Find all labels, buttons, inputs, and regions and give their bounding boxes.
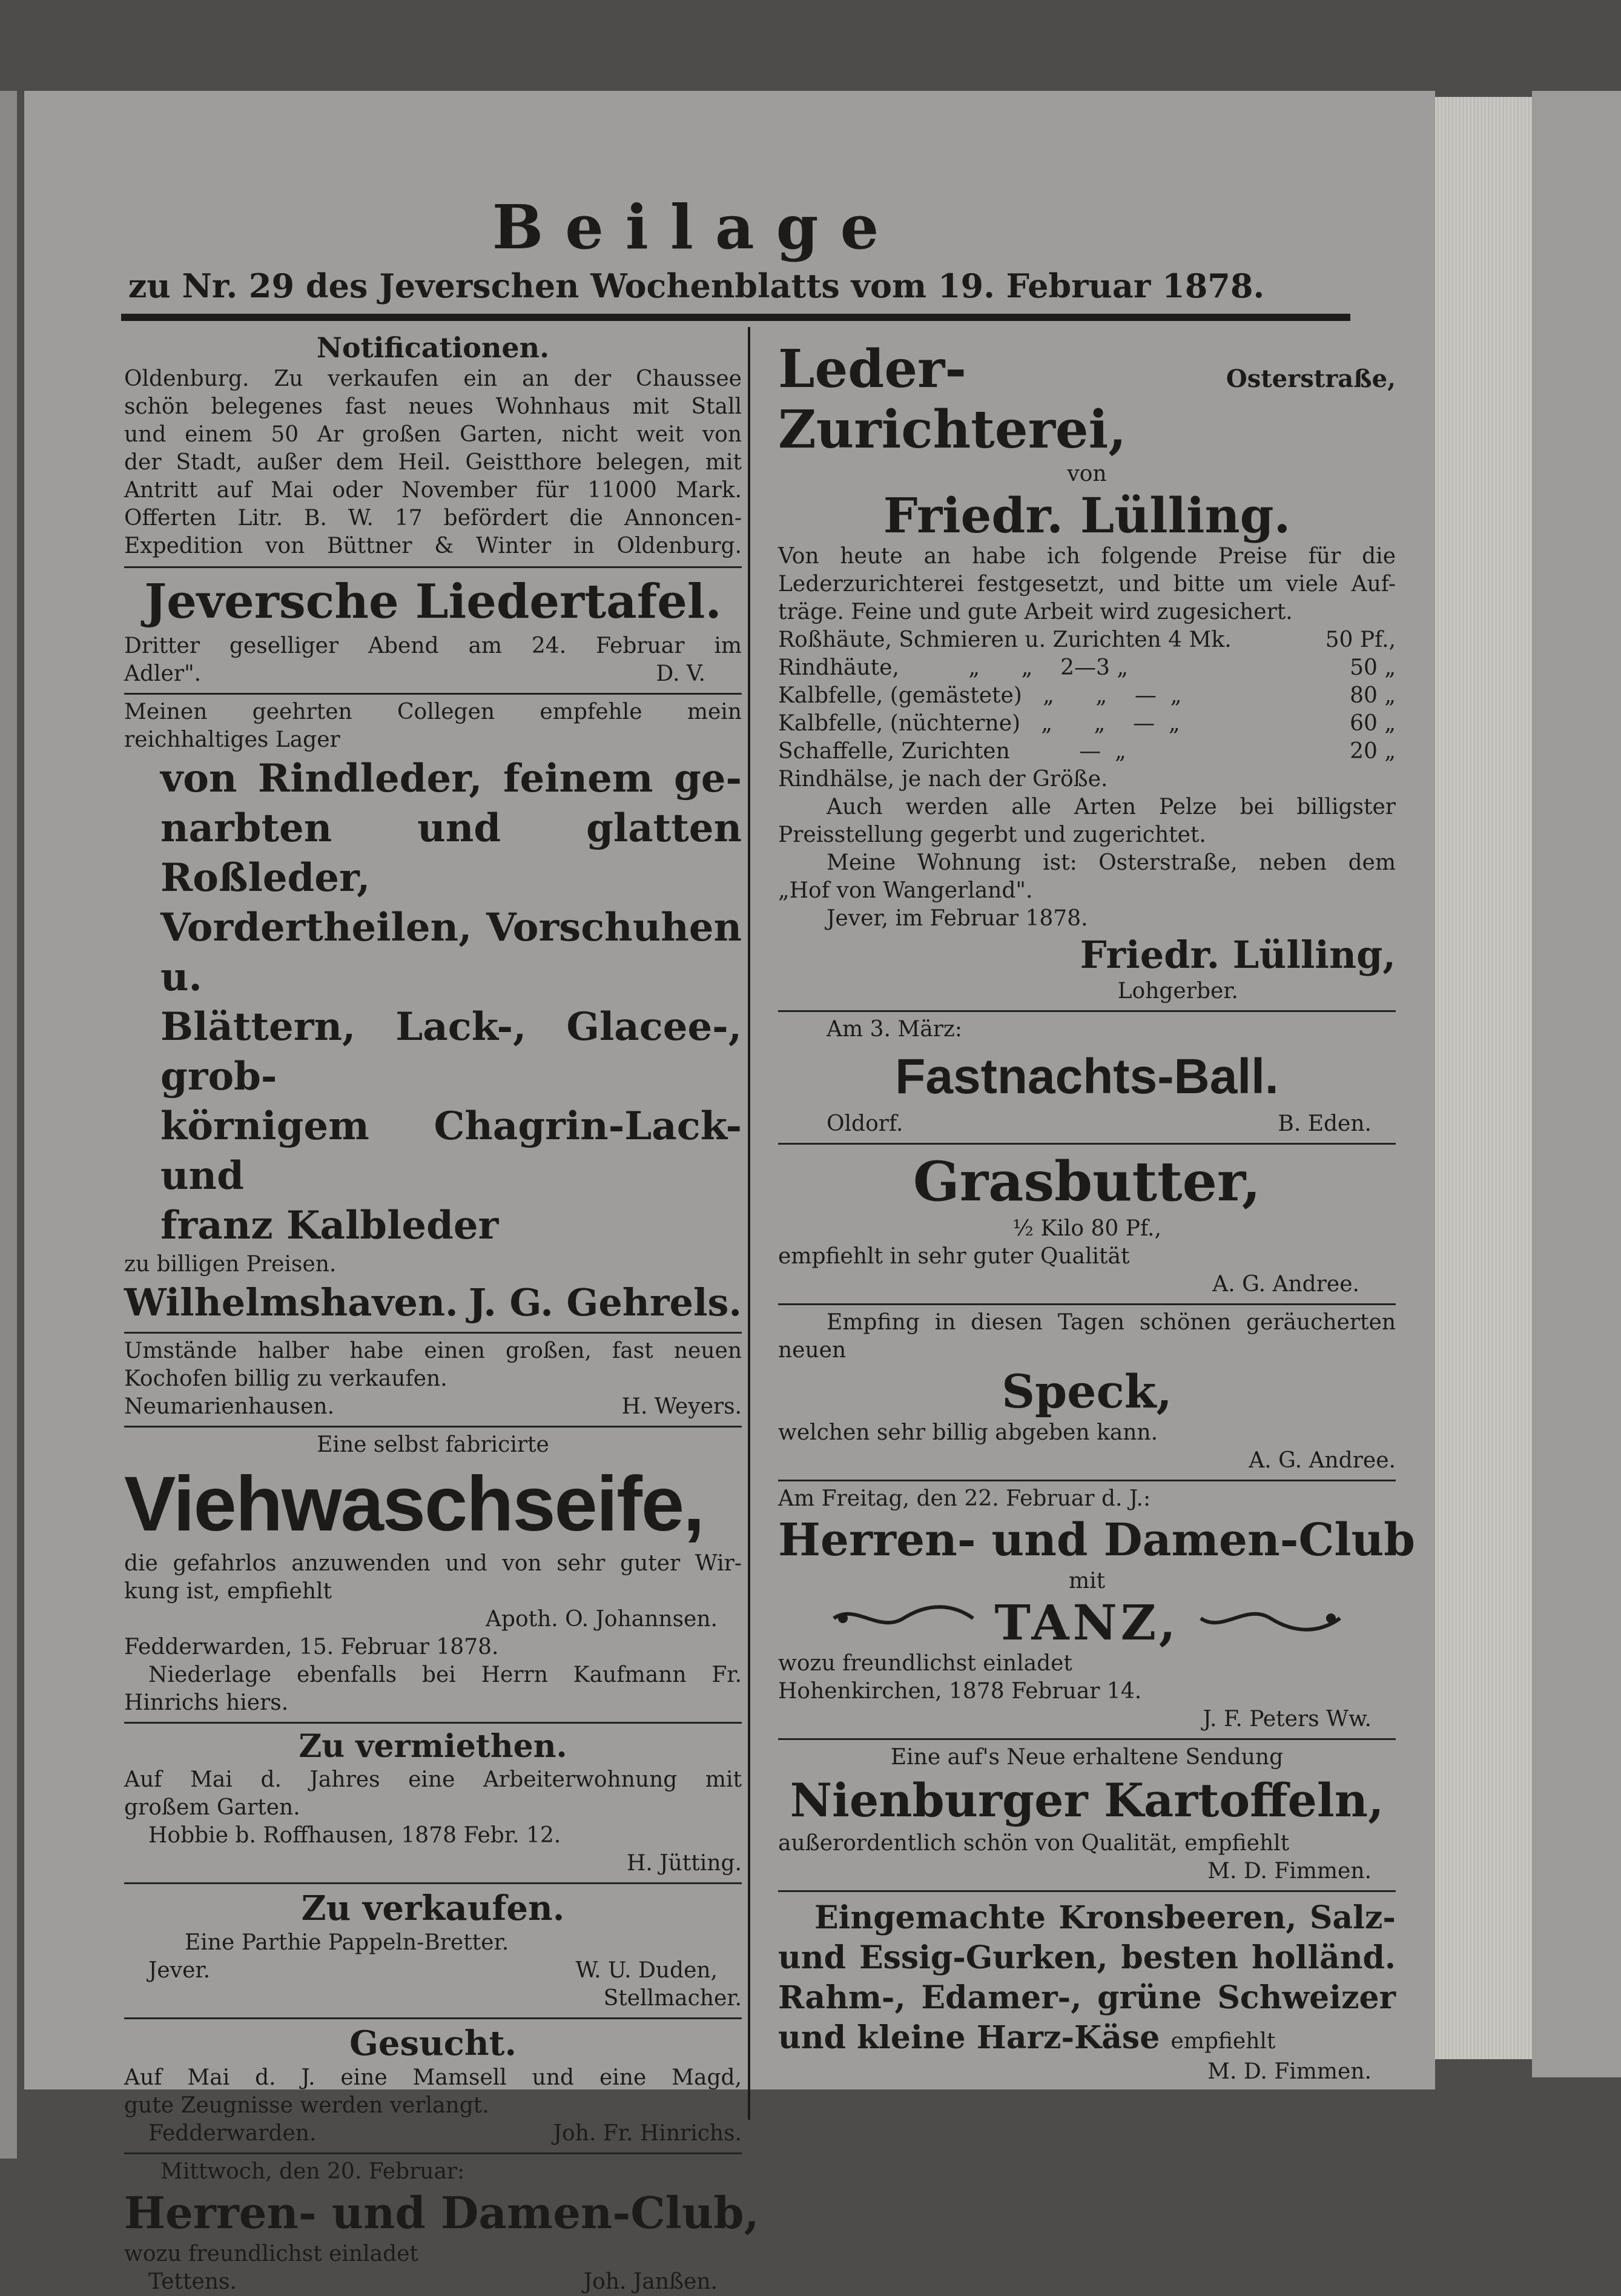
divider	[124, 2017, 742, 2019]
price-item: Schaffelle, Zurichten — „	[778, 739, 1126, 764]
sale-signer-title: Stellmacher.	[603, 1986, 742, 2011]
price-value: 20 „	[1350, 739, 1396, 764]
club-date: Mittwoch, den 20. Februar:	[160, 2159, 465, 2184]
leather-intro: reichhaltiges Lager	[124, 727, 340, 752]
leather-goods-line: körnigem Chagrin-Lack- und	[160, 1103, 742, 1199]
club2-line: wozu freundlichst einladet	[778, 1651, 1072, 1676]
leather-goods	[124, 754, 742, 1251]
notif-text	[124, 365, 742, 560]
tannery-after: „Hof von Wangerland".	[778, 878, 1033, 903]
price-item: Roßhäute, Schmieren u. Zurichten 4 Mk.	[778, 627, 1232, 652]
divider	[124, 693, 742, 695]
subtitle-block	[24, 266, 1368, 305]
tannery-ad	[778, 339, 1396, 1005]
left-column	[124, 330, 759, 2296]
potato-signer: M. D. Fimmen.	[1207, 1859, 1372, 1884]
stove-line: Kochofen billig zu verkaufen.	[124, 1366, 447, 1391]
divider	[124, 1722, 742, 1724]
price-row	[778, 626, 1396, 654]
club2-heading: Herren- und Damen-Club	[778, 1514, 1416, 1566]
notif-line: Offerten Litr. B. W. 17 befördert die Annoncen-	[124, 506, 742, 531]
right-flourish-icon	[1198, 1600, 1343, 1646]
divider	[124, 1882, 742, 1884]
soap-extra: Niederlage ebenfalls bei Herrn Kaufmann Fr.	[148, 1662, 742, 1687]
soap-extra: Hinrichs hiers.	[124, 1690, 289, 1715]
wanted-signer: Joh. Fr. Hinrichs.	[553, 2121, 742, 2146]
stove-line: Umstände halber habe einen großen, fast neuen	[124, 1338, 742, 1363]
divider	[778, 1303, 1396, 1305]
liedertafel-sign	[124, 660, 742, 688]
leather-goods-line: von Rindleder, feinem ge-	[160, 756, 742, 801]
price-value: 50 „	[1350, 655, 1396, 680]
tannery-heading: Leder-Zurichterei,	[778, 339, 1127, 460]
leather-goods-line: narbten und glatten Roßleder,	[160, 806, 742, 901]
notif-line: und einem 50 Ar großen Garten, nicht weit von	[124, 422, 742, 447]
pickles-line: Rahm-, Edamer-, grüne Schweizer	[778, 1979, 1396, 2016]
ball-signer: B. Eden.	[1278, 1111, 1372, 1136]
divider	[778, 1480, 1396, 1481]
club-ad	[124, 2158, 759, 2296]
tannery-after: Jever, im Februar 1878.	[827, 906, 1088, 931]
butter-ad	[778, 1148, 1396, 1299]
wanted-ad	[124, 2023, 742, 2148]
pickles-line: Eingemachte Kronsbeeren, Salz-	[814, 1899, 1396, 1936]
liedertafel-signer: D. V.	[656, 661, 705, 686]
soap-ad	[124, 1431, 742, 1717]
potato-line: außerordentlich schön von Qualität, empfiehlt	[778, 1831, 1290, 1856]
left-flourish-icon	[831, 1600, 976, 1646]
leather-goods-line: franz Kalbleder	[160, 1203, 499, 1248]
pickles-last: und kleine Harz-Käse	[778, 2019, 1160, 2056]
divider	[124, 1332, 742, 1334]
divider	[778, 1890, 1396, 1892]
column-divider	[748, 327, 750, 2120]
potato-heading: Nienburger Kartoffeln,	[790, 1773, 1384, 1827]
divider	[124, 566, 742, 568]
ball-ad	[778, 1016, 1396, 1138]
rent-ad	[124, 1727, 742, 1877]
butter-signer: A. G. Andree.	[1212, 1272, 1359, 1297]
wanted-line: gute Zeugnisse werden verlangt.	[124, 2093, 489, 2118]
wanted-place: Fedderwarden.	[148, 2121, 317, 2146]
leather-goods-line: Vordertheilen, Vorschuhen u.	[160, 905, 742, 1000]
rent-signer: H. Jütting.	[626, 1851, 742, 1876]
price-row	[778, 654, 1396, 682]
bacon-signer: A. G. Andree.	[1249, 1448, 1396, 1473]
price-row	[778, 710, 1396, 738]
notif-line: schön belegenes fast neues Wohnhaus mit Stall	[124, 394, 742, 419]
club-line: wozu freundlichst einladet	[124, 2241, 418, 2266]
notification-ad	[124, 330, 742, 560]
wanted-heading: Gesucht.	[349, 2023, 517, 2063]
rent-line: großem Garten.	[124, 1795, 300, 1820]
stove-place: Neumarienhausen.	[124, 1394, 335, 1419]
tannery-street: Osterstraße,	[1226, 365, 1396, 393]
leather-signer: J. G. Gehrels.	[468, 1280, 742, 1325]
soap-place: Fedderwarden, 15. Februar 1878.	[124, 1635, 499, 1659]
leather-sign	[124, 1279, 742, 1327]
ball-place: Oldorf.	[827, 1111, 903, 1136]
pickles-ad	[778, 1898, 1396, 2086]
sale-line: Eine Parthie Pappeln-Bretter.	[185, 1930, 509, 1955]
newspaper-page	[24, 91, 1435, 2294]
tannery-signer-title: Lohgerber.	[1117, 979, 1238, 1004]
tannery-after: Preisstellung gegerbt und zugerichtet.	[778, 822, 1206, 847]
soap-intro: Eine selbst fabricirte	[317, 1432, 549, 1457]
tannery-line: träge. Feine und gute Arbeit wird zugesichert.	[778, 600, 1293, 624]
butter-line: empfiehlt in sehr guter Qualität	[778, 1244, 1130, 1269]
club2-signer: J. F. Peters Ww.	[1203, 1707, 1372, 1732]
butter-heading: Grasbutter,	[913, 1150, 1261, 1214]
bacon-line: neuen	[778, 1338, 847, 1363]
notif-line: Expedition von Büttner & Winter in Oldenburg.	[124, 534, 742, 558]
tannery-after: Rindhälse, je nach der Größe.	[778, 767, 1108, 792]
tannery-owner: Friedr. Lülling.	[883, 487, 1291, 544]
notif-heading: Notificationen.	[316, 331, 550, 364]
leather-goods-line: Blättern, Lack-, Glacee-, grob-	[160, 1004, 742, 1099]
stove-signer: H. Weyers.	[621, 1394, 742, 1419]
bacon-text: welchen sehr billig abgeben kann.	[778, 1420, 1158, 1445]
soap-line: die gefahrlos anzuwenden und von sehr guter Wir-	[124, 1551, 742, 1576]
tannery-von: von	[1067, 462, 1107, 486]
potato-ad	[778, 1744, 1396, 1885]
soap-heading: Viehwaschseife,	[124, 1461, 704, 1547]
price-item: Kalbfelle, (gemästete) „ „ — „	[778, 683, 1182, 708]
price-value: 60 „	[1350, 711, 1396, 736]
rent-heading: Zu vermiethen.	[299, 1728, 567, 1765]
header-rule	[121, 314, 1350, 321]
soap-line: kung ist, empfiehlt	[124, 1579, 332, 1604]
club-signer: Joh. Janßen.	[583, 2269, 718, 2294]
masthead	[24, 191, 1368, 263]
bacon-heading: Speck,	[1002, 1365, 1172, 1418]
butter-price: ½ Kilo 80 Pf.,	[1012, 1216, 1161, 1241]
bacon-ad	[778, 1309, 1396, 1475]
pickles-recommend: empfiehlt	[1170, 2029, 1276, 2054]
tannery-line: Von heute an habe ich folgende Preise für die	[778, 544, 1396, 569]
ball-date: Am 3. März:	[827, 1017, 962, 1042]
rent-place: Hobbie b. Roffhausen, 1878 Febr. 12.	[148, 1823, 561, 1848]
tannery-after: Auch werden alle Arten Pelze bei billigster	[827, 795, 1396, 819]
tannery-line: Lederzurichterei festgesetzt, und bitte um viele Auf-	[778, 572, 1396, 597]
page-subtitle: zu Nr. 29 des Jeverschen Wochenblatts vom 19. Februar 1878.	[128, 266, 1265, 305]
sale-signer: W. U. Duden,	[575, 1958, 718, 1983]
book-cover-edge	[1532, 91, 1621, 2077]
tannery-signer: Friedr. Lülling,	[1080, 933, 1396, 977]
sale-ad	[124, 1888, 742, 2013]
club-heading: Herren- und Damen-Club,	[124, 2187, 759, 2238]
notif-line: der Stadt, außer dem Heil. Geistthore belegen, mit	[124, 450, 742, 475]
divider	[124, 1426, 742, 1428]
leather-ad	[124, 698, 742, 1327]
liedertafel-place: Adler".	[124, 661, 202, 686]
liedertafel-heading: Jeversche Liedertafel.	[144, 574, 722, 629]
leather-place: Wilhelmshaven.	[124, 1280, 458, 1325]
notif-line: Antritt auf Mai oder November für 11000 Mark.	[124, 478, 742, 503]
club2-ad	[778, 1485, 1416, 1733]
sale-place: Jever.	[148, 1958, 211, 1983]
divider	[778, 1738, 1396, 1740]
divider	[778, 1010, 1396, 1012]
pickles-line	[778, 2018, 1396, 2058]
wanted-line: Auf Mai d. J. eine Mamsell und eine Magd,	[124, 2065, 742, 2090]
liedertafel-line: Dritter geselliger Abend am 24. Februar im	[124, 634, 742, 658]
rent-line: Auf Mai d. Jahres eine Arbeiterwohnung mit	[124, 1767, 742, 1792]
right-column	[778, 339, 1416, 2086]
pickles-signer: M. D. Fimmen.	[1207, 2059, 1372, 2084]
sale-heading: Zu verkaufen.	[301, 1888, 565, 1928]
price-row	[778, 682, 1396, 710]
pickles-line: und Essig-Gurken, besten holländ.	[778, 1939, 1396, 1976]
price-value: 80 „	[1350, 683, 1396, 708]
club2-mit: mit	[1068, 1569, 1106, 1593]
price-row	[778, 738, 1396, 766]
price-item: Rindhäute, „ „ 2—3 „	[778, 655, 1128, 680]
tanz-heading: TANZ,	[994, 1594, 1180, 1651]
price-value: 50 Pf.,	[1325, 627, 1396, 652]
bacon-line: Empfing in diesen Tagen schönen geräucherten	[827, 1310, 1396, 1335]
potato-intro: Eine auf's Neue erhaltene Sendung	[890, 1745, 1284, 1770]
soap-signer: Apoth. O. Johannsen.	[485, 1607, 718, 1632]
ball-heading: Fastnachts-Ball.	[895, 1049, 1279, 1104]
notif-line: Oldenburg. Zu verkaufen ein an der Chaussee	[124, 366, 742, 391]
page-title: Beilage	[492, 191, 901, 263]
tanz-row	[778, 1595, 1396, 1650]
leather-intro: Meinen geehrten Collegen empfehle mein	[124, 700, 742, 724]
divider	[124, 2152, 742, 2154]
divider	[778, 1143, 1396, 1145]
liedertafel-ad	[124, 572, 742, 688]
page-stack-edge	[1429, 97, 1534, 2059]
club2-place: Hohenkirchen, 1878 Februar 14.	[778, 1679, 1142, 1704]
tannery-after: Meine Wohnung ist: Osterstraße, neben dem	[827, 850, 1396, 875]
adjacent-page-edge	[0, 91, 17, 2159]
club-place: Tettens.	[148, 2269, 237, 2294]
stove-ad	[124, 1337, 742, 1421]
price-item: Kalbfelle, (nüchterne) „ „ — „	[778, 711, 1180, 736]
club2-date: Am Freitag, den 22. Februar d. J.:	[778, 1486, 1151, 1511]
leather-tail: zu billigen Preisen.	[124, 1252, 337, 1277]
